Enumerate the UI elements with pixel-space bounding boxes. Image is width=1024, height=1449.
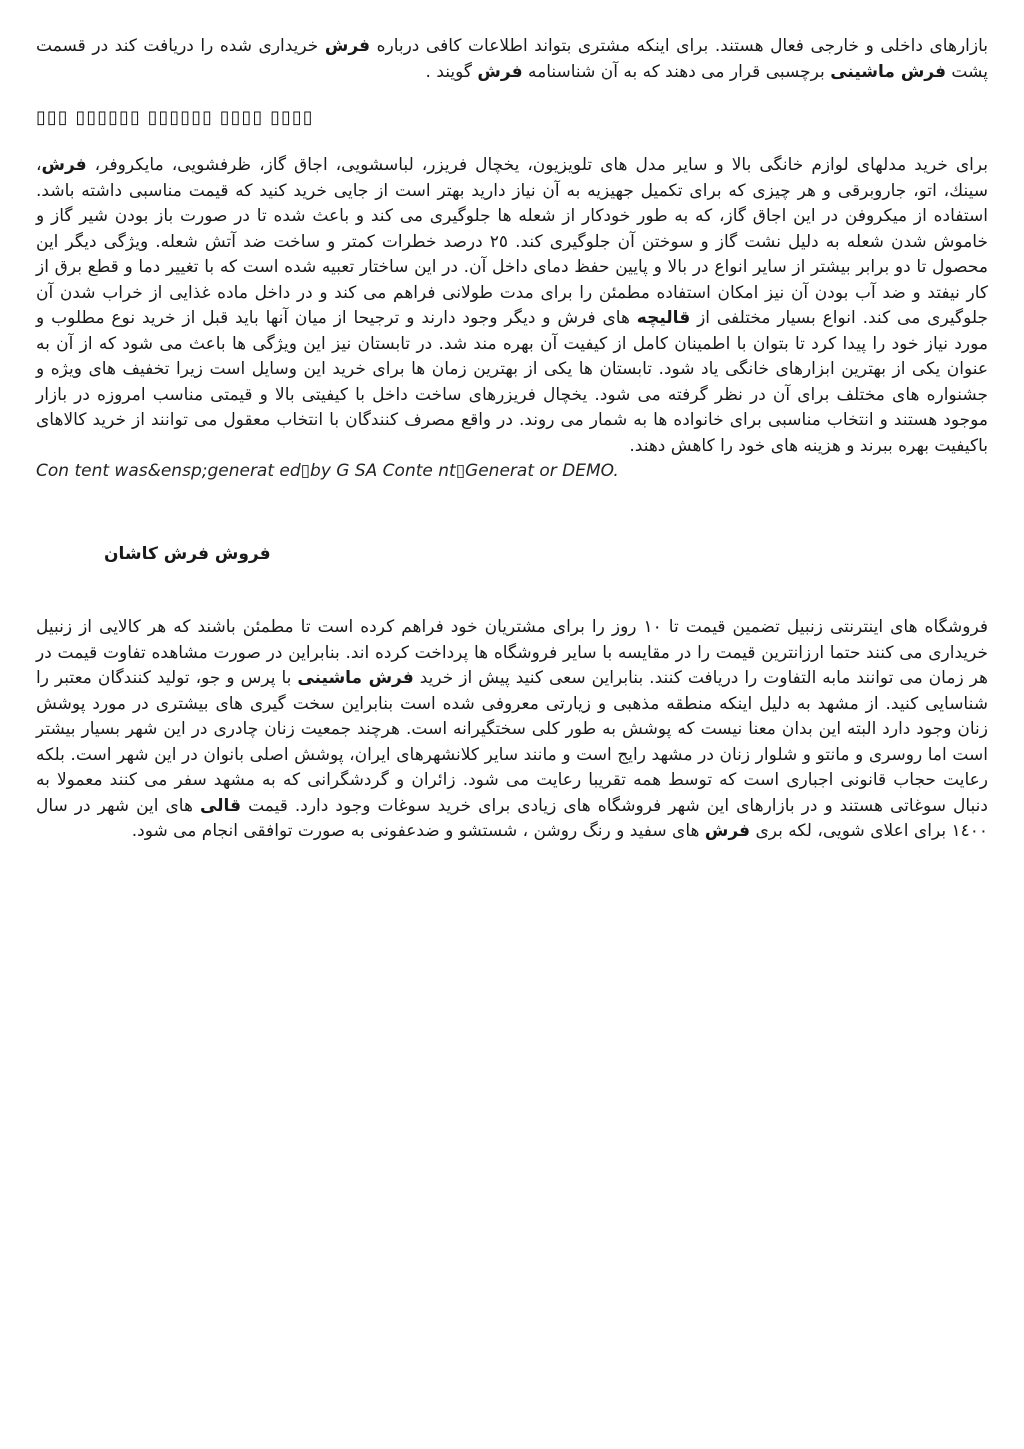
text-run: براى خريد مدلهاى لوازم خانگى بالا و ساير مدل هاى تلويزيون، يخچال فريزر، لباسشويى، اجاق گاز، ظرفشويى، مايكروفر،	[86, 155, 988, 175]
text-run: گويند .	[425, 61, 478, 82]
bold-keyword: فرش ماشينى	[297, 668, 414, 688]
text-run: هاى فرش و ديگر وجود دارند و ترجيحا از ميان آنها بايد قبل از خريد نوع مطلوب و مورد نياز خود را پيدا كرد تا بتوان با اطمينان كامل از كيفيت آن بهره مند شد. در تابستان نيز اين ويژگى ها باعث مى شود كه از آن به عنوان يكى از بهترين ابزارهاى خانگى ياد شود. تابستان ها يكى از بهترين زمان ها براى خريد اين وسايل است زيرا تخفيف هاى ويژه و جشنواره هاى مختلف براى آن در نظر گرفته مى شود. يخچال فريزرهاى ساخت داخل با كيفيتى بالا و قيمتى مناسب امروزه در بازار موجود هستند و انتخاب مناسبى براى خانواده ها به شمار مى روند. در واقع مصرف كنندگان با انتخاب معقول مى توانند از خريد كالاهاى باكيفيت بهره ببرند و هزينه هاى خود را كاهش دهند.	[36, 308, 988, 456]
bold-keyword: فرش	[704, 821, 751, 841]
text-run: بازارهاى داخلى و خارجى فعال هستند. براى اينكه مشترى بتواند اطلاعات كافى درباره	[370, 36, 989, 56]
text-run: ، سينك، اتو، جاروبرقى و هر چيزى كه براى تكميل جهيزيه به آن نياز داريد بهتر است از جايى خريد كنيد كه قيمت مناسبى داشته باشد. استفاده از ميكروفن در اين اجاق گاز، كه به طور خودكار از شعله ها جلوگيرى مى كند و باعث شده تا در صورت باز بودن شير گاز و خاموش شدن شعله به دليل نشت گاز و سوختن آن جلوگيرى كند. ٢٥ درصد خطرات كمتر و ساخت ضد آتش شعله. ويژگى ديگر اين محصول تا دو برابر بيشتر از ساير انواع در بالا و پايين حفظ دماى داخل آن. در اين ساختار تعبيه شده است كه با تغيير دما و قطع برق از كار نيفتد و ضد آب بودن آن نيز امكان استفاده مطمئن را براى مدت طولانى فراهم مى كند و در داخل ماده غذايى از خراب شدن آن جلوگيرى مى كند. انواع بسيار مختلفى از	[36, 155, 989, 328]
text-run: خريدارى شده را دريافت كند در قسمت پشت	[36, 36, 988, 82]
appliances-paragraph	[36, 153, 988, 459]
text-run: با پرس و جو، توليد كنندگان معتبر را شناسايى كنيد. از مشهد به دليل اينكه منطقه مذهبى و زيارتى معروفى شده است بنابراين سخت گيرى هاى بيشترى در مورد پوشش زنان وجود دارد البته اين بدان معنا نيست كه پوشش به طور كلى سختگيرانه است. هرچند جمعيت زنان چادرى در اين شهر بسيار بيشتر است اما روسرى و مانتو و شلوار زنان در مشهد رايج است و مانند ساير كلانشهرهاى ايران، پوشش اصلى بانوان در اين شهر است. بلكه رعايت حجاب قانونى اجبارى است كه توسط همه تقريبا رعايت مى شود. زائران و گردشگرانى كه به مشهد سفر مى كنند معمولا به دنبال سوغاتى هستند و در بازارهاى اين شهر فروشگاه هاى زيادى براى خريد سوغات وجود دارد. قيمت	[36, 668, 988, 816]
text-run: برچسبى قرار مى دهند كه به آن شناسنامه	[522, 61, 831, 82]
text-run: هاى اين شهر در سال ١٤٠٠ براى اعلاى شويى، لكه برى	[36, 795, 988, 841]
intro-paragraph	[36, 34, 988, 85]
bold-keyword: فرش	[41, 155, 87, 175]
missing-glyph-heading: ▯▯▯ ▯▯▯▯▯▯ ▯▯▯▯▯▯ ▯▯▯▯ ▯▯▯▯	[36, 107, 314, 128]
generator-credit: Con tent was&ensp;generat ed▯by G SA Conte nt▯Generat or DEMO.	[36, 461, 619, 481]
bold-keyword: فرش	[477, 61, 523, 82]
bold-keyword: فرش ماشينى	[830, 61, 946, 82]
section-heading: فروش فرش كاشان	[104, 544, 271, 564]
bold-keyword: فرش	[324, 36, 371, 56]
document-page	[36, 34, 988, 845]
bold-keyword: قاليچه	[636, 308, 691, 328]
text-run: فروشگاه هاى اينترنتى زنبيل تضمين قيمت تا ١٠ روز را براى مشتريان خود فراهم كرده است تا مطمئن باشند كه هر كالايى از زنبيل خريدارى مى كنند حتما ارزانترين قيمت را در مقايسه با ساير فروشگاه ها پرداخت كرده اند. بنابراين در صورت مشاهده تفاوت قيمت در هر زمان مى توانند مابه التفاوت را دريافت كنند. بنابراين سعى كنيد پيش از خريد	[36, 617, 989, 688]
store-paragraph	[36, 615, 988, 845]
bold-keyword: قالى	[199, 795, 242, 816]
text-run: هاى سفيد و رنگ روشن ، شستشو و ضدعفونى به صورت توافقى انجام مى شود.	[131, 821, 705, 841]
